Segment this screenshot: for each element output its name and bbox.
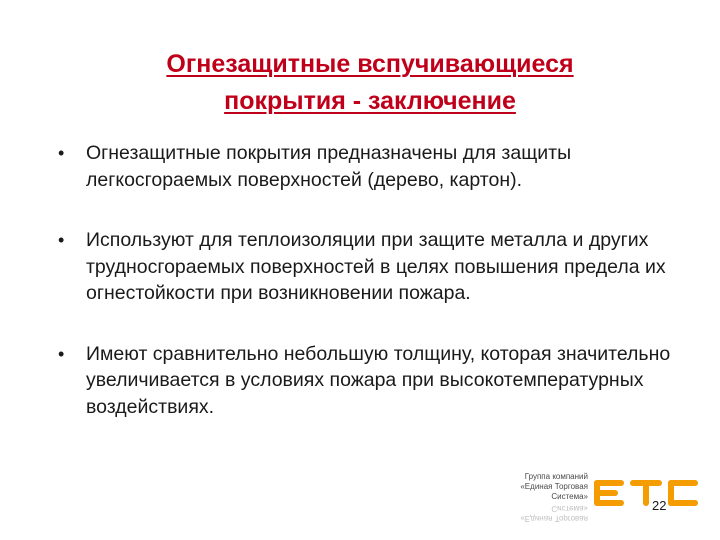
bullet-item bbox=[54, 341, 694, 421]
bullet-dot: • bbox=[58, 143, 65, 163]
bullet-text: Огнезащитные покрытия предназначены для защиты легкосгораемых поверхностей (дерево, картон). bbox=[86, 142, 572, 191]
page-number: 22 bbox=[652, 498, 667, 513]
bullet-dot: • bbox=[58, 230, 65, 250]
company-logo bbox=[484, 472, 704, 522]
bullet-text: Используют для теплоизоляции при защите металла и других трудносгораемых поверхностей в целях повышения предела их огнестойкости при возникновении пожара. bbox=[86, 229, 666, 304]
title-line-2: покрытия - заключение bbox=[224, 87, 516, 115]
bullet-item bbox=[54, 140, 694, 193]
logo-line-1: Группа компаний bbox=[524, 472, 588, 481]
title-line-1: Огнезащитные вспучивающиеся bbox=[166, 50, 574, 78]
logo-caption bbox=[488, 472, 588, 523]
logo-line-2: «Единая Торговая Система» bbox=[520, 482, 588, 501]
bullet-list bbox=[54, 140, 694, 454]
slide-title bbox=[70, 46, 670, 120]
bullet-text: Имеют сравнительно небольшую толщину, которая значительно увеличивается в условиях пожара при высокотемпературных воздействиях. bbox=[86, 342, 671, 418]
etc-logo-icon bbox=[592, 476, 700, 512]
bullet-item bbox=[54, 227, 694, 307]
bullet-dot: • bbox=[58, 343, 65, 364]
logo-reflection: «Единая Торговая Система» bbox=[520, 504, 588, 523]
